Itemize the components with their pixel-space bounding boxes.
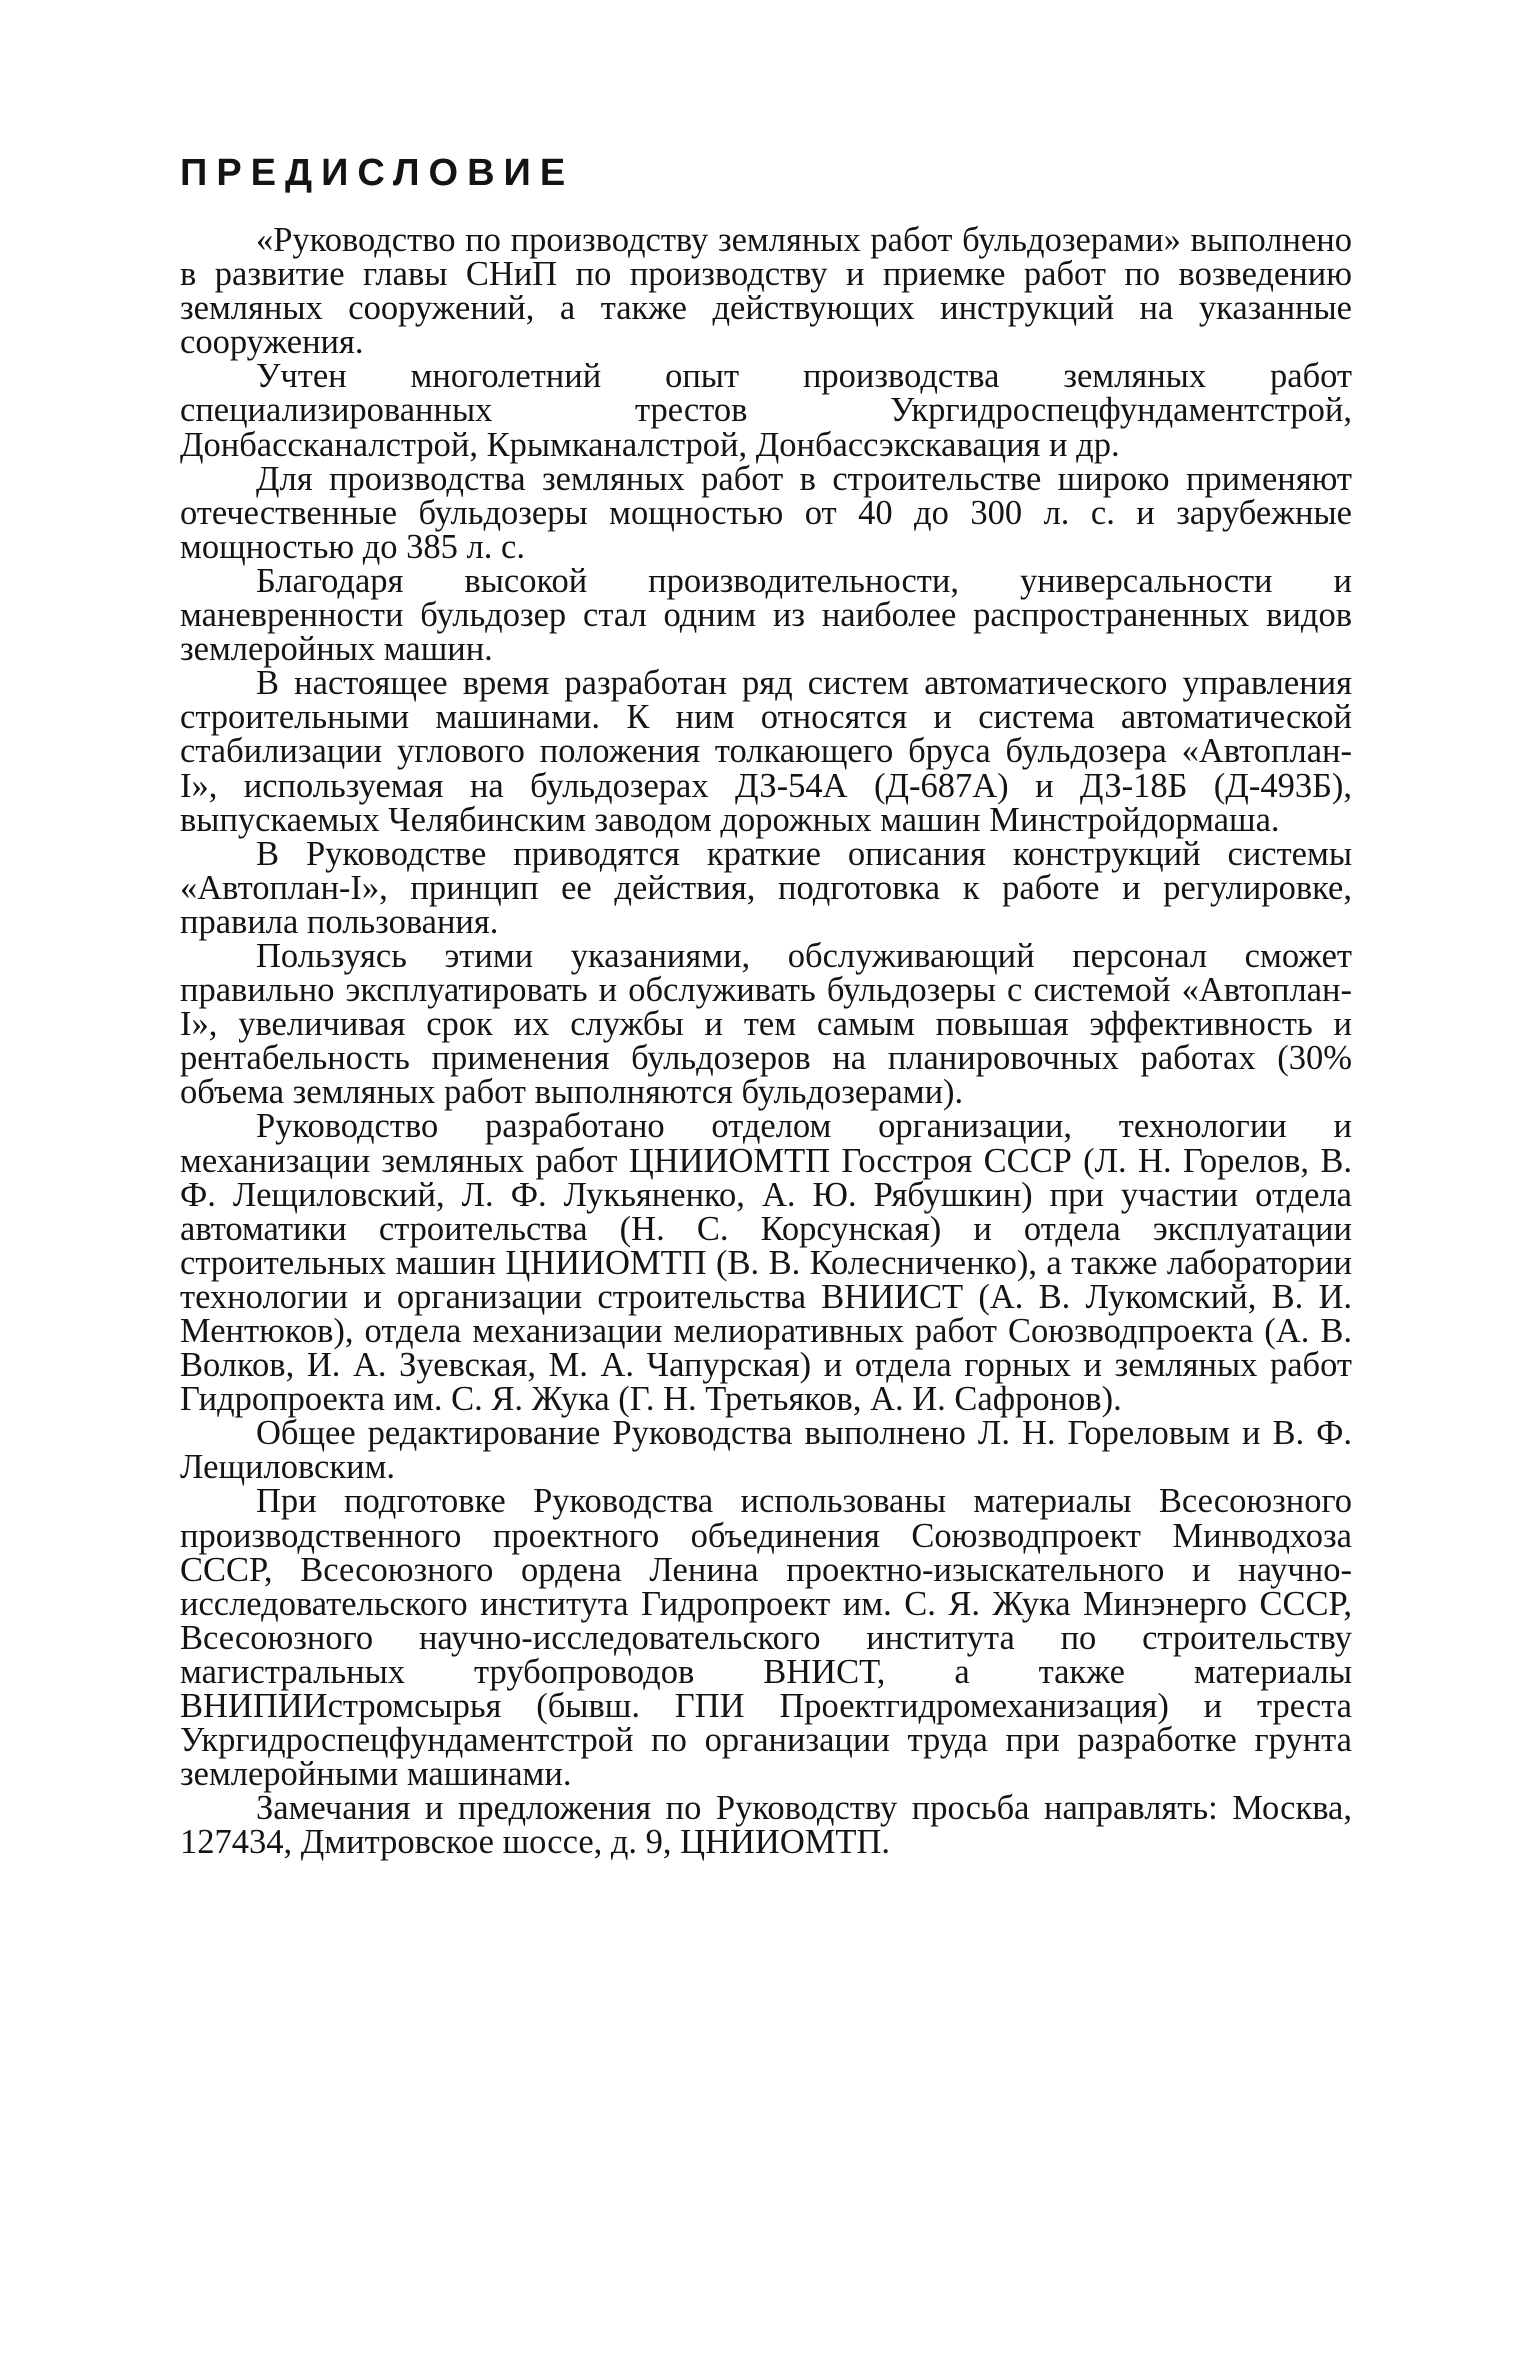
paragraph-experience: Учтен многолетний опыт производства земляных работ специализированных трестов Укргидроспецфундаментстрой, Донбассканалстрой, Крымканалстрой, Донбассэкскавация и др. xyxy=(180,357,1352,464)
page-title: ПРЕДИСЛОВИЕ xyxy=(180,152,575,194)
paragraph-contents: В Руководстве приводятся краткие описания конструкций системы «Автоплан-I», принцип ее действия, подготовка к работе и регулировке, правила пользования. xyxy=(180,834,1352,941)
paragraph-editing: Общее редактирование Руководства выполнено Л. Н. Гореловым и В. Ф. Лещиловским. xyxy=(180,1414,1352,1487)
paragraph-automation: В настоящее время разработан ряд систем автоматического управления строительными машинами. К ним относятся и система автоматической стабилизации углового положения толкающего бруса бульдозера «Автоплан-I», используемая на бульдозерах ДЗ-54А (Д-687А) и ДЗ-18Б (Д-493Б), выпускаемых Челябинским заводом дорожных машин Минстройдормаша. xyxy=(180,664,1352,839)
paragraph-usage: Пользуясь этими указаниями, обслуживающий персонал сможет правильно эксплуатировать и обслуживать бульдозеры с системой «Автоплан-I», увеличивая срок их службы и тем самым повышая эффективность и рентабельность применения бульдозеров на планировочных работах (30% объема земляных работ выполняются бульдозерами). xyxy=(180,936,1352,1112)
paragraph-materials: При подготовке Руководства использованы материалы Всесоюзного производственного проектного объединения Союзводпроект Минводхоза СССР, Всесоюзного ордена Ленина проектно-изыскательного и научно-исследовательского института Гидропроект им. С. Я. Жука Минэнерго СССР, Всесоюзного научно-исследовательского института по строительству магистральных трубопроводов ВНИСТ, а также материалы ВНИПИИстромсырья (бывш. ГПИ Проектгидромеханизация) и треста Укргидроспецфундаментстрой по организации труда при разработке грунта землеройными машинами. xyxy=(180,1482,1352,1794)
paragraph-scope: «Руководство по производству земляных работ бульдозерами» выполнено в развитие главы СНиП по производству и приемке работ по возведению земляных сооружений, а также действующих инструкций на указанные сооружения. xyxy=(180,221,1352,362)
paragraph-productivity: Благодаря высокой производительности, универсальности и маневренности бульдозер стал одним из наиболее распространенных видов землеройных машин. xyxy=(180,561,1352,669)
paragraph-bulldozer-power: Для производства земляных работ в строительстве широко применяют отечественные бульдозеры мощностью от 40 до 300 л. с. и зарубежные мощностью до 385 л. с. xyxy=(180,459,1352,566)
paragraph-authors: Руководство разработано отделом организации, технологии и механизации земляных работ ЦНИИОМТП Госстроя СССР (Л. Н. Горелов, В. Ф. Лещиловский, Л. Ф. Лукьяненко, А. Ю. Рябушкин) при участии отдела автоматики строительства (Н. С. Корсунская) и отдела эксплуатации строительных машин ЦНИИОМТП (В. В. Колесниченко), а также лаборатории технологии и организации строительства ВНИИСТ (А. В. Лукомский, В. И. Ментюков), отдела механизации мелиоративных работ Союзводпроекта (А. В. Волков, И. А. Зуевская, М. А. Чапурская) и отдела горных и земляных работ Гидропроекта им. С. Я. Жука (Г. Н. Третьяков, А. И. Сафронов). xyxy=(180,1107,1352,1419)
preface-body xyxy=(180,223,1352,1860)
paragraph-contact-address: Замечания и предложения по Руководству просьба направлять: Москва, 127434, Дмитровское шоссе, д. 9, ЦНИИОМТП. xyxy=(180,1789,1352,1862)
